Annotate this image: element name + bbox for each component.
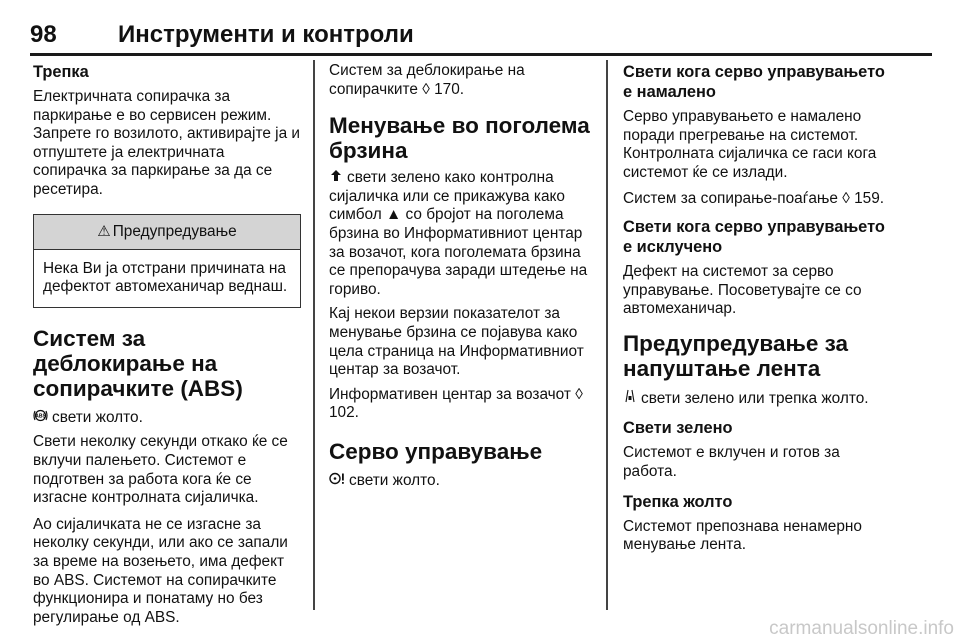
steering-warning-icon [329,472,345,491]
gear-shift-up-icon [329,169,343,188]
paragraph-green: Системот е вклучен и готов за работа. [623,444,840,480]
lane-departure-icon [623,389,637,409]
svg-text:ABS: ABS [35,413,46,420]
page-header [30,20,930,50]
paragraph-servo-reduced: Серво управувањето е намалено поради прегревање на системот. Контролната сијаличка се гаси кога системот ќе се излади. [623,108,877,181]
footer-watermark: carmanualsonline.info [769,618,954,639]
warning-triangle-icon: ⚠ [97,222,111,240]
warning-box [33,214,301,308]
warning-text: Нека Ви ја отстрани причината на дефектот автомеханичар веднаш. [43,259,288,296]
column-divider-2 [606,60,608,610]
paragraph-gear-3: Информативен центар за возачот ◊ 102. [329,385,583,422]
paragraph-abs-ref: Систем за деблокирање на сопирачките ◊ 170. [329,62,525,98]
warning-title: Предупредување [112,222,237,240]
column-1 [33,62,301,635]
abs-icon-text: свети жолто. [52,408,143,426]
column-2 [329,62,591,499]
heading-servo: Серво управување [329,438,543,464]
paragraph-lane [623,389,893,409]
heading-servo-reduced: Свети кога серво управувањето е намалено [623,63,885,101]
paragraph-trepka: Електричната сопирачка за паркирање е во сервисен режим. Запрете го возилото, активирајте ја и отпуштете ја електричната сопирачка за паркирање за да се ресетира. [33,88,301,198]
heading-trepka: Трепка [33,63,89,81]
paragraph-abs-icon [33,409,301,428]
gear-1-text: свети зелено како контролна сијаличка или се прикажува како симбол ▲ со бројот на поголема брзина во Информативниот центар за возачот, кога поголемата брзина се препорачува заради штедење на гориво. [329,169,588,298]
header-rule [30,53,932,56]
running-title: Инструменти и контроли [118,21,414,48]
paragraph-servo-off: Дефект на системот за серво управување. Посоветувајте се со автомеханичар. [623,262,862,318]
heading-abs: Систем за деблокирање на сопирачките (ABS) [33,325,243,401]
abs-icon [33,409,48,428]
warning-header [34,215,300,250]
paragraph-abs-2: Свети неколку секунди откако ќе се вклучи палењето. Системот е подготвен за работа кога ќе се изгасне контролната сијаличка. [33,433,288,507]
paragraph-brake-ref: Систем за сопирање-поаѓање ◊ 159. [623,190,885,208]
lane-text: свети зелено или трепка жолто. [641,389,869,407]
page-number: 98 [30,21,57,48]
heading-yellow: Трепка жолто [623,492,733,511]
heading-green: Свети зелено [623,419,733,438]
heading-servo-off: Свети кога серво управувањето е исклучено [623,217,885,256]
heading-lane-departure: Предупредување за напуштање лента [623,330,849,381]
column-divider-1 [313,60,315,610]
column-3 [623,62,893,563]
servo-text: свети жолто. [349,471,440,489]
heading-gear-shift: Менување во поголема брзина [329,113,590,164]
paragraph-yellow: Системот препознава ненамерно менување лента. [623,517,862,554]
paragraph-servo [329,472,591,491]
paragraph-gear-1 [329,169,591,299]
paragraph-gear-2: Кај некои верзии показателот за менување брзина се појавува како цела страница на Информативниот центар за возачот. [329,305,584,379]
paragraph-abs-3: Ао сијаличката не се изгасне за неколку секунди, или ако се запали за време на возењето, има дефект во ABS. Системот на сопирачките функционира и понатаму но без регулирање од ABS. [33,515,288,626]
